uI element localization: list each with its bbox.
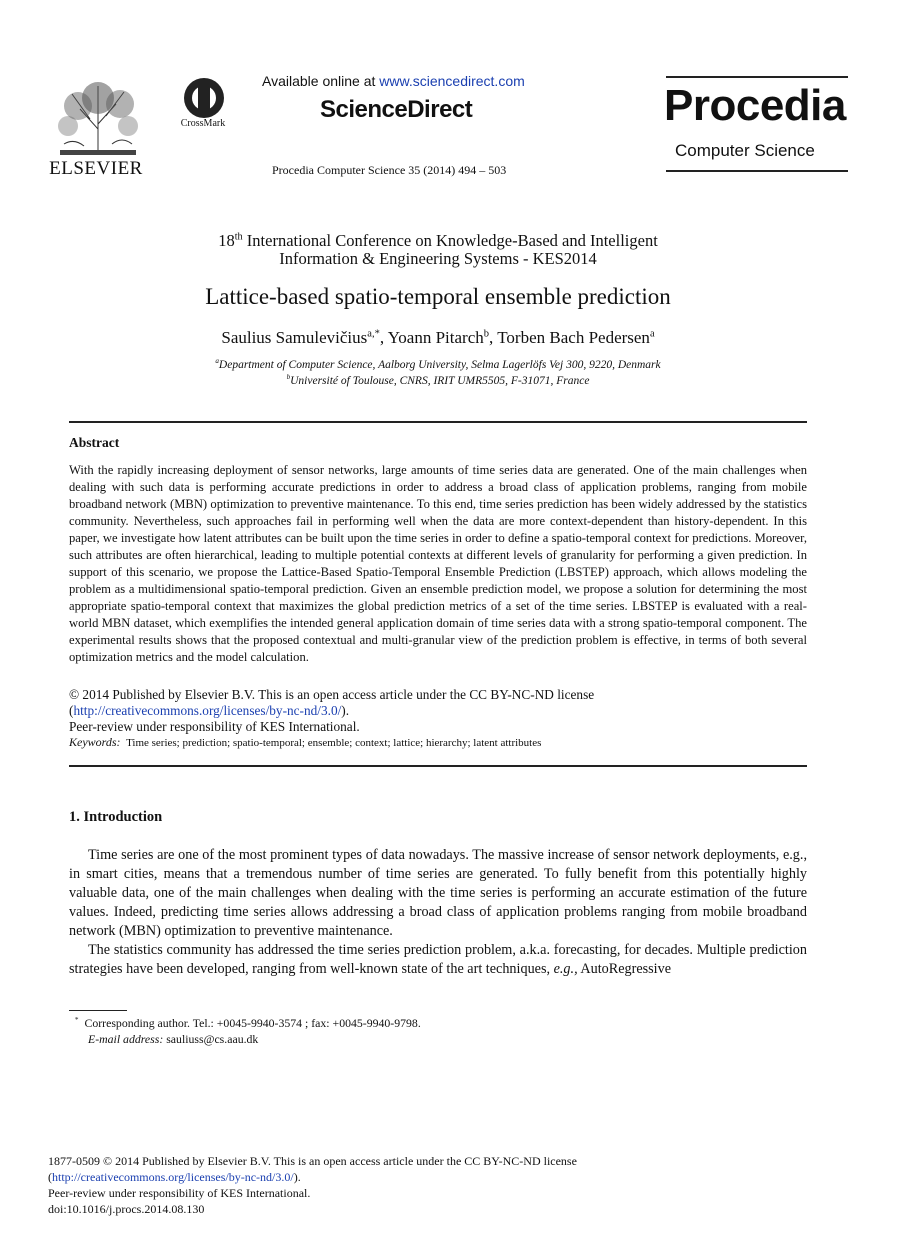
introduction-heading: 1. Introduction	[69, 809, 163, 825]
affiliation-line	[70, 357, 806, 373]
procedia-subtitle: Computer Science	[675, 141, 815, 160]
paper-title: Lattice-based spatio-temporal ensemble prediction	[205, 284, 671, 309]
elsevier-wordmark: ELSEVIER	[49, 158, 143, 179]
abstract-heading: Abstract	[69, 435, 120, 450]
license-paren: ).	[293, 1170, 301, 1184]
affiliations	[70, 357, 806, 389]
conference-name	[100, 232, 776, 268]
affiliation-mark: b	[286, 373, 291, 382]
conference-line-2: Information & Engineering Systems - KES2014	[279, 249, 597, 268]
footnote	[69, 1015, 809, 1047]
author-separator: ,	[379, 328, 388, 347]
journal-citation: Procedia Computer Science 35 (2014) 494 – 503	[272, 163, 507, 177]
keywords-label: Keywords:	[69, 735, 121, 749]
intro-text: AutoRegressive	[577, 961, 672, 977]
keywords-list: Time series; prediction; spatio-temporal; ensemble; context; lattice; hierarchy; latent attributes	[126, 737, 542, 749]
keywords-line	[69, 735, 807, 750]
license-link[interactable]: http://creativecommons.org/licenses/by-nc-nd/3.0/	[73, 703, 342, 718]
affiliation-mark: a	[215, 357, 219, 366]
publication-notice	[48, 1153, 808, 1217]
doi-line: doi:10.1016/j.procs.2014.08.130	[48, 1202, 205, 1216]
author-affiliation-mark: a,*	[367, 328, 380, 340]
procedia-wordmark: Procedia	[664, 81, 846, 130]
license-line	[69, 703, 807, 719]
issn-line: 1877-0509 © 2014 Published by Elsevier B.V. This is an open access article under the CC BY-NC-ND license	[48, 1154, 577, 1168]
sciencedirect-wordmark: ScienceDirect	[320, 96, 473, 123]
license-paren: (	[48, 1170, 52, 1184]
author-name: Torben Bach Pedersen	[497, 328, 650, 347]
affiliation-text: Department of Computer Science, Aalborg University, Selma Lagerlöfs Vej 300, 9220, Denmark	[218, 359, 661, 371]
footnote-rule	[69, 1010, 127, 1011]
introduction-paragraph-2	[69, 941, 807, 979]
copyright-line: © 2014 Published by Elsevier B.V. This is an open access article under the CC BY-NC-ND license	[69, 687, 595, 702]
available-online-line	[262, 73, 525, 89]
available-prefix: Available online at	[262, 73, 380, 89]
conference-line-1: International Conference on Knowledge-Based and Intelligent	[242, 231, 658, 250]
email-address[interactable]: sauliuss@cs.aau.dk	[166, 1032, 259, 1046]
procedia-top-rule	[666, 76, 848, 78]
intro-eg: e.g.,	[553, 961, 578, 977]
author-separator: ,	[489, 328, 498, 347]
license-paren: ).	[341, 703, 350, 718]
footnote-line	[69, 1015, 809, 1031]
author-affiliation-mark: a	[649, 328, 655, 340]
abstract-top-rule	[69, 421, 807, 423]
procedia-bottom-rule	[666, 170, 848, 172]
license-paren: (	[69, 703, 74, 718]
affiliation-line	[70, 373, 806, 389]
corresponding-author: Corresponding author. Tel.: +0045-9940-3574 ; fax: +0045-9940-9798.	[84, 1016, 421, 1030]
author-affiliation-mark: b	[483, 328, 490, 340]
crossmark-label: CrossMark	[180, 118, 226, 129]
bottom-peer-review: Peer-review under responsibility of KES International.	[48, 1186, 311, 1200]
peer-review-line: Peer-review under responsibility of KES International.	[69, 719, 360, 734]
conference-number: 18	[218, 231, 235, 250]
bottom-license-link[interactable]: http://creativecommons.org/licenses/by-nc-nd/3.0/	[52, 1170, 294, 1184]
author-name: Saulius Samulevičius	[221, 328, 368, 347]
email-label: E-mail address:	[88, 1032, 164, 1046]
intro-text: The statistics community has addressed the time series prediction problem, a.k.a. forecasting, for decades. Multiple	[88, 942, 746, 958]
conference-ordinal: th	[234, 231, 243, 243]
sciencedirect-link[interactable]: www.sciencedirect.com	[379, 73, 525, 89]
footnote-email-line	[69, 1031, 809, 1047]
abstract-bottom-rule	[69, 765, 807, 767]
introduction-paragraph-1: Time series are one of the most prominent types of data nowadays. The massive increase of sensor network deployments, e.g., in smart cities, means that a tremendous number of time series are generated. To fully benefit from this potentially highly valuable data, one of the main challenges when dealing with the time series is performing an accurate estimation of the future values. Indeed, predicting time series allows addressing a broad class of application problems ranging from mobile broadband network (MBN) optimization to preventive maintenance.	[69, 847, 807, 939]
author-name: Yoann Pitarch	[387, 328, 484, 347]
intro-text: prediction strategies have been developed, ranging from well-known state of the art techniques,	[69, 942, 807, 977]
introduction-body	[69, 846, 807, 979]
bottom-license-line	[48, 1169, 808, 1185]
abstract-body: With the rapidly increasing deployment of sensor networks, large amounts of time series data are generated. One of the main challenges when dealing with such data is performing accurate predictions in order to address a broad class of application problems, ranging from mobile broadband network (MBN) optimization to preventive maintenance. To this end, time series prediction has been widely addressed by the statistics community. Nevertheless, such approaches fail in performing well when the data are more context-dependent than history-dependent. In this paper, we investigate how latent attributes can be built upon the time series in order to define a spatio-temporal context for predictions. Moreover, such attributes are often hierarchical, leading to multiple potential contexts at different levels of granularity for performing a given prediction. In support of this scenario, we propose the Lattice-Based Spatio-Temporal Ensemble Prediction (LBSTEP) approach, which allows modeling the problem as a multidimensional spatio-temporal prediction. Given an ensemble prediction model, we propose a solution for determining the most appropriate spatio-temporal context that maximizes the global prediction metrics of a set of the time series. LBSTEP is evaluated with a real-world MBN dataset, which exemplifies the intended general application domain of time series data with a strong spatio-temporal component. The experimental results shows that the proposed contextual and multi-granular view of the prediction problem is effective, in terms of both several optimization metrics and the model calculation.	[69, 463, 807, 664]
footnote-mark: *	[74, 1015, 79, 1025]
affiliation-text: Université of Toulouse, CNRS, IRIT UMR5505, F-31071, France	[290, 375, 590, 387]
author-list	[70, 328, 806, 348]
copyright-notice	[69, 687, 807, 735]
